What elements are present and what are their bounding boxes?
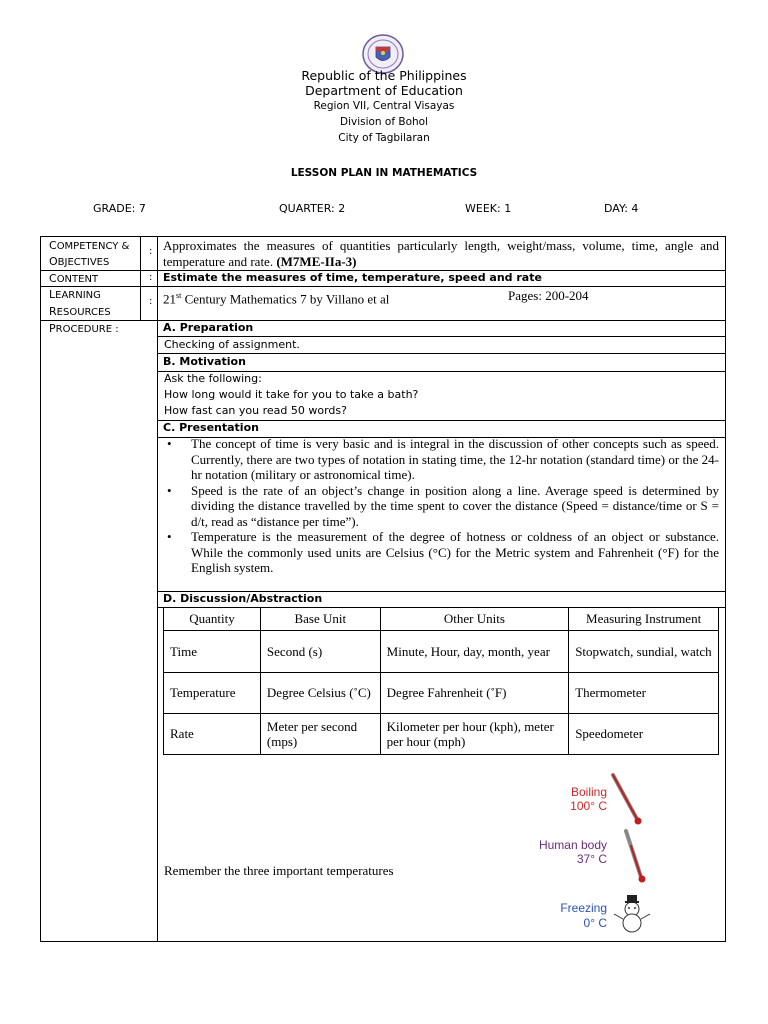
resources-label: RESOURCES xyxy=(49,305,111,318)
table-cell: Temperature xyxy=(164,673,261,714)
boiling-thermometer-icon xyxy=(613,775,642,825)
table-cell: Thermometer xyxy=(569,673,719,714)
list-item: • Speed is the rate of an object’s change in position along a line. Average speed is determined by dividing the distance travelled by the time spent to cover the distance (Speed = distance/time or S = d/t, read as “distance per time”). xyxy=(191,483,719,530)
section-c-title: C. Presentation xyxy=(163,421,259,434)
col-header-quantity: Quantity xyxy=(164,608,261,631)
competency-text: Approximates the measures of quantities particularly length, weight/mass, volume, time, angle and temperature and rate. (M7ME-IIa-3) xyxy=(163,238,719,269)
snowman-icon xyxy=(614,895,650,932)
quarter-field: QUARTER: 2 xyxy=(279,202,346,215)
table-row xyxy=(164,714,719,755)
learning-label: LEARNING xyxy=(49,288,101,301)
presentation-list xyxy=(191,436,719,576)
resources-pages: Pages: 200-204 xyxy=(508,288,589,303)
objectives-label: OBJECTIVES xyxy=(49,255,110,268)
resources-book: 21st Century Mathematics 7 by Villano et al xyxy=(163,291,390,307)
table-cell: Speedometer xyxy=(569,714,719,755)
header-republic: Republic of the Philippines xyxy=(301,68,467,83)
table-cell: Time xyxy=(164,631,261,673)
header-department: Department of Education xyxy=(305,83,463,98)
freezing-value: 0° C xyxy=(583,916,607,930)
col-header-other-units: Other Units xyxy=(380,608,569,631)
week-field: WEEK: 1 xyxy=(465,202,512,215)
table-cell: Minute, Hour, day, month, year xyxy=(380,631,569,673)
motivation-line: How long would it take for you to take a bath? xyxy=(164,388,419,401)
table-cell: Stopwatch, sundial, watch xyxy=(569,631,719,673)
colon-content: : xyxy=(149,272,153,283)
header-division: Division of Bohol xyxy=(339,116,429,128)
list-item: • The concept of time is very basic and is integral in the discussion of other concepts such as speed. Currently, there are two types of notation in stating time, the 12-hr notation (standard time) or the 24-hr notation (military or astronomical time). xyxy=(191,436,719,483)
table-cell: Degree Celsius (˚C) xyxy=(260,673,380,714)
col-header-instrument: Measuring Instrument xyxy=(569,608,719,631)
table-cell: Degree Fahrenheit (˚F) xyxy=(380,673,569,714)
content-text: Estimate the measures of time, temperature, speed and rate xyxy=(163,271,542,284)
body-value: 37° C xyxy=(576,852,607,866)
boiling-label: Boiling xyxy=(570,785,607,799)
table-cell: Kilometer per hour (kph), meter per hour (mph) xyxy=(380,714,569,755)
section-a-text: Checking of assignment. xyxy=(164,338,300,351)
header-city: City of Tagbilaran xyxy=(338,132,430,144)
table-cell: Meter per second (mps) xyxy=(260,714,380,755)
lesson-plan-title: LESSON PLAN IN MATHEMATICS xyxy=(290,167,478,179)
units-table xyxy=(163,607,719,759)
divider xyxy=(140,237,141,320)
divider xyxy=(157,353,725,354)
table-header-row xyxy=(164,608,719,631)
table-row xyxy=(164,631,719,673)
header-region: Region VII, Central Visayas xyxy=(313,100,455,112)
colon-resources: : xyxy=(149,296,153,307)
thermometer-illustration xyxy=(529,769,657,939)
divider xyxy=(41,286,725,287)
list-item: • Temperature is the measurement of the degree of hotness or coldness of an object or substance. While the commonly used units are Celsius (°C) for the Metric system and Fahrenheit (°F) for the English system. xyxy=(191,529,719,576)
col-header-base-unit: Base Unit xyxy=(260,608,380,631)
body-thermometer-icon xyxy=(626,831,646,883)
boiling-value: 100° C xyxy=(570,799,607,813)
section-b-title: B. Motivation xyxy=(163,355,246,368)
section-d-title: D. Discussion/Abstraction xyxy=(163,592,323,605)
section-a-title: A. Preparation xyxy=(163,321,254,334)
table-cell: Rate xyxy=(164,714,261,755)
motivation-line: Ask the following: xyxy=(164,372,262,385)
divider xyxy=(157,320,158,942)
table-row xyxy=(164,673,719,714)
body-label: Human body xyxy=(538,838,607,852)
lesson-plan-table xyxy=(40,236,726,942)
procedure-label: PROCEDURE : xyxy=(49,322,119,335)
divider xyxy=(157,336,725,337)
divider xyxy=(157,237,158,320)
table-cell: Second (s) xyxy=(260,631,380,673)
freezing-label: Freezing xyxy=(560,901,607,915)
day-field: DAY: 4 xyxy=(604,202,639,215)
competency-label: COMPETENCY & xyxy=(49,239,130,252)
grade-field: GRADE: 7 xyxy=(93,202,146,215)
divider xyxy=(41,320,725,321)
motivation-line: How fast can you read 50 words? xyxy=(164,404,347,417)
content-label: CONTENT xyxy=(49,272,99,285)
remember-text: Remember the three important temperatures xyxy=(164,863,394,878)
colon-competency: : xyxy=(149,246,153,257)
